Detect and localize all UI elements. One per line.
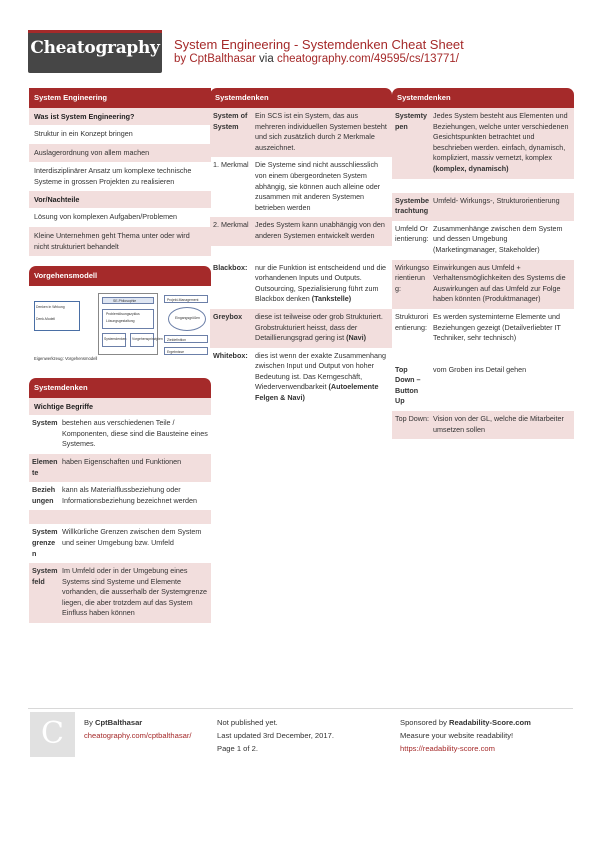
term-definition: Vision von der GL, welche die Mitarbeiter umsetzen sollen bbox=[433, 414, 564, 434]
list-item: Interdisziplinärer Ansatz um komplexe technische Systeme in grossen Projekten zu realisieren bbox=[34, 166, 192, 186]
footer-meta bbox=[217, 716, 334, 755]
list-item: Struktur in ein Konzept bringen bbox=[34, 129, 133, 138]
term-label: Elemente bbox=[32, 456, 58, 477]
term-label: Greybox bbox=[213, 311, 243, 321]
footer-divider bbox=[28, 708, 573, 709]
section-title-systemdenken: Systemdenken bbox=[29, 378, 211, 398]
term-row bbox=[210, 260, 392, 309]
term-label: System of System bbox=[213, 111, 248, 131]
diagram-label: Systemdenken bbox=[104, 337, 127, 342]
term-label: Systembetrachtung bbox=[395, 195, 429, 216]
diagram-label: Ergebnisse bbox=[167, 350, 184, 355]
definition-text: diese ist teilweise oder grob Strukturiert. Grobstrukturiert heisst, dass der Detaillierungsgrad gering ist bbox=[255, 311, 383, 343]
definition-example: (komplex, dynamisch) bbox=[433, 163, 509, 173]
term-definition: bestehen aus verschiedenen Teile / Komponenten, diese sind die Bausteine eines Systemes. bbox=[62, 418, 208, 449]
definition-example: (Navi) bbox=[346, 333, 367, 343]
term-row bbox=[392, 221, 574, 260]
term-label: Top Down – Button Up bbox=[395, 364, 421, 406]
term-definition: Es werden systeminterne Elemente und Beziehungen gezeigt (Detailverliebter IT Techniker, sehr technisch) bbox=[433, 311, 561, 343]
term-label: Systemgrenzen bbox=[32, 527, 58, 558]
term-definition: vom Groben ins Detail gehen bbox=[433, 364, 527, 374]
term-row bbox=[392, 411, 574, 439]
term-row bbox=[392, 362, 574, 411]
term-definition: Im Umfeld oder in der Umgebung eines Systems sind Systeme und Elemente vorhanden, die ausserhalb der Systemgrenze liegen, die aber trotzdem auf das System Einfluss haben können bbox=[62, 566, 208, 618]
definition-example: (Autoelemente Felgen & Navi) bbox=[255, 382, 379, 403]
term-row bbox=[29, 415, 211, 454]
diagram-label: Zieldefinition bbox=[167, 338, 187, 343]
footer-sponsor-text: Measure your website readability! bbox=[400, 731, 514, 740]
term-row bbox=[210, 108, 392, 157]
avatar-letter: C bbox=[41, 716, 64, 751]
footer-by: By bbox=[84, 718, 93, 727]
diagram-middle-box bbox=[102, 309, 154, 329]
term-row bbox=[392, 309, 574, 348]
footer-author bbox=[84, 716, 192, 742]
diagram-right-mid-box bbox=[164, 335, 208, 343]
term-definition: Willkürliche Grenzen zwischen dem System und seiner Umgebung bzw. Umfeld bbox=[62, 527, 202, 547]
diagram-top-box bbox=[102, 297, 154, 304]
page-header bbox=[0, 0, 600, 80]
term-definition: Jedes System kann unabhängig von den anderen Systemen entwickelt werden bbox=[255, 220, 385, 240]
diagram-right-top-box bbox=[164, 295, 208, 303]
column-3 bbox=[392, 88, 574, 439]
byline bbox=[174, 53, 459, 65]
logo-accent-bar bbox=[28, 30, 162, 33]
term-label: Strukturorientierung: bbox=[395, 311, 429, 332]
diagram-label: Eingangsgrößen bbox=[175, 316, 200, 321]
footer-author-link[interactable]: cheatography.com/cptbalthasar/ bbox=[84, 731, 192, 740]
footer-published: Not published yet. bbox=[217, 718, 278, 727]
term-definition: kann als Materialflussbeziehung oder Informationsbeziehung bezeichnet werden bbox=[62, 485, 198, 505]
section-title-vorgehensmodell: Vorgehensmodell bbox=[29, 266, 211, 286]
byline-author-link[interactable]: CptBalthasar bbox=[189, 53, 256, 65]
diagram-bottom-left-box bbox=[102, 333, 126, 347]
byline-by: by bbox=[174, 53, 187, 65]
footer-author-name: CptBalthasar bbox=[95, 718, 143, 727]
section-title-systemdenken-3: Systemdenken bbox=[392, 88, 574, 108]
footer-sponsor bbox=[400, 716, 531, 755]
logo-text: Cheatography bbox=[30, 38, 160, 58]
byline-url-link[interactable]: cheatography.com/49595/cs/13771/ bbox=[276, 53, 459, 65]
diagram-ellipse bbox=[168, 307, 206, 331]
definition-example: (Tankstelle) bbox=[311, 294, 352, 304]
cheatography-logo[interactable] bbox=[28, 30, 162, 73]
subheading-vor-nachteile: Vor/Nachteile bbox=[29, 191, 211, 208]
diagram-label: SE-Philosophie bbox=[113, 299, 137, 304]
footer-updated: Last updated 3rd December, 2017. bbox=[217, 731, 334, 740]
term-label: Whitebox: bbox=[213, 350, 248, 360]
byline-via: via bbox=[259, 53, 274, 65]
term-definition bbox=[251, 312, 389, 344]
page-title: System Engineering - Systemdenken Cheat Sheet bbox=[174, 37, 464, 52]
vorgehensmodell-diagram bbox=[29, 286, 211, 368]
diagram-caption: Eigenwerkzeug: Vorgehensmodell bbox=[34, 356, 98, 362]
term-row bbox=[29, 563, 211, 623]
footer-page: Page 1 of 2. bbox=[217, 744, 258, 753]
term-definition: Umfeld- Wirkungs-, Strukturorientierung bbox=[433, 195, 560, 205]
question-heading: Was ist System Engineering? bbox=[29, 108, 211, 125]
term-definition bbox=[429, 111, 571, 175]
column-1 bbox=[29, 88, 211, 623]
list-item: Lösung von komplexen Aufgaben/Problemen bbox=[34, 212, 178, 222]
list-item: Auslagerordnung von allem machen bbox=[29, 144, 211, 163]
term-label: Wirkungsorientierung: bbox=[395, 262, 429, 293]
term-row bbox=[392, 260, 574, 309]
term-definition bbox=[251, 263, 389, 305]
list-item: Kleine Unternehmen geht Thema unter oder wird nicht strukturiert behandelt bbox=[29, 227, 211, 256]
footer-sponsor-link[interactable]: https://readability-score.com bbox=[400, 744, 495, 753]
term-row bbox=[392, 108, 574, 179]
term-definition: haben Eigenschaften und Funktionen bbox=[62, 456, 182, 466]
diagram-right-bottom-box bbox=[164, 347, 208, 355]
term-row bbox=[210, 157, 392, 217]
footer-sponsor-name: Readability-Score.com bbox=[449, 718, 531, 727]
term-label: 1. Merkmal bbox=[213, 160, 249, 170]
footer-sponsored: Sponsored by bbox=[400, 718, 447, 727]
term-label: Umfeld Orientierung: bbox=[395, 223, 429, 244]
term-label: Systemfeld bbox=[32, 566, 58, 586]
term-row bbox=[392, 193, 574, 221]
term-label: Beziehungen bbox=[32, 485, 56, 505]
term-label: System bbox=[32, 418, 58, 428]
term-definition: Die Systeme sind nicht ausschliesslich von einem übergeordneten System abhängig, sie können auch alleine oder zusammen mit anderen Systemen betrieben werden bbox=[255, 160, 381, 212]
term-label: 2. Merkmal bbox=[213, 220, 249, 230]
subheading-wichtige-begriffe: Wichtige Begriffe bbox=[29, 398, 211, 415]
section-title-systemdenken-2: Systemdenken bbox=[210, 88, 392, 108]
term-row bbox=[210, 309, 392, 348]
term-definition: Einwirkungen aus Umfeld + Verhaltensmöglichkeiten des Systems die Auswirkungen auf das Umfeld zur Folge haben könnten (Produktmanager) bbox=[433, 262, 566, 304]
term-definition: Zusammenhänge zwischen dem System und dessen Umgebung (Marketingmanager, Stakeholder) bbox=[433, 223, 563, 254]
definition-text: Jedes System besteht aus Elementen und Beziehungen, welche unter verschiedenen Gesichtspunkten betrachtet und beschrieben werden. einfach, dynamisch, kompliziert, massiv vernetzt, komplex bbox=[433, 111, 569, 163]
section-title-system-engineering: System Engineering bbox=[29, 88, 211, 108]
diagram-label: Lösungsgestaltung bbox=[106, 319, 135, 324]
term-label: Blackbox: bbox=[213, 262, 248, 272]
term-row bbox=[29, 454, 211, 482]
term-label: Systemtypen bbox=[395, 111, 427, 131]
diagram-label: Denken in Wirkung bbox=[36, 305, 65, 310]
term-row bbox=[29, 524, 211, 563]
diagram-label: Projekt-Management bbox=[167, 298, 199, 303]
term-definition: Ein SCS ist ein System, das aus mehreren individuellen Systemen besteht und sich zusätzlich durch 2 Merkmale auszeichnet. bbox=[255, 111, 387, 152]
diagram-bottom-right-box bbox=[130, 333, 163, 347]
definition-text: dies ist wenn der exakte Zusammenhang zwischen Input und Output von hoher Bedeutung ist. Das Kerngeschäft, Wiederverwendbarkeit bbox=[255, 350, 387, 392]
diagram-label: Vorgehensprinzipien bbox=[132, 337, 163, 342]
definition-text: nur die Funktion ist entscheidend und die vorhandenen Inputs und Outputs. Outsourcing, Spezialisierung führt zum Blackbox denken bbox=[255, 262, 387, 304]
author-avatar[interactable] bbox=[30, 712, 75, 757]
diagram-label: Problemlösungszyklus bbox=[106, 312, 140, 317]
column-2 bbox=[210, 88, 392, 408]
term-row bbox=[29, 482, 211, 510]
term-row bbox=[210, 217, 392, 245]
term-definition bbox=[251, 351, 389, 404]
diagram-label: Denk-Modell bbox=[36, 317, 56, 322]
term-row bbox=[210, 348, 392, 408]
term-label: Top Down: bbox=[395, 414, 429, 424]
